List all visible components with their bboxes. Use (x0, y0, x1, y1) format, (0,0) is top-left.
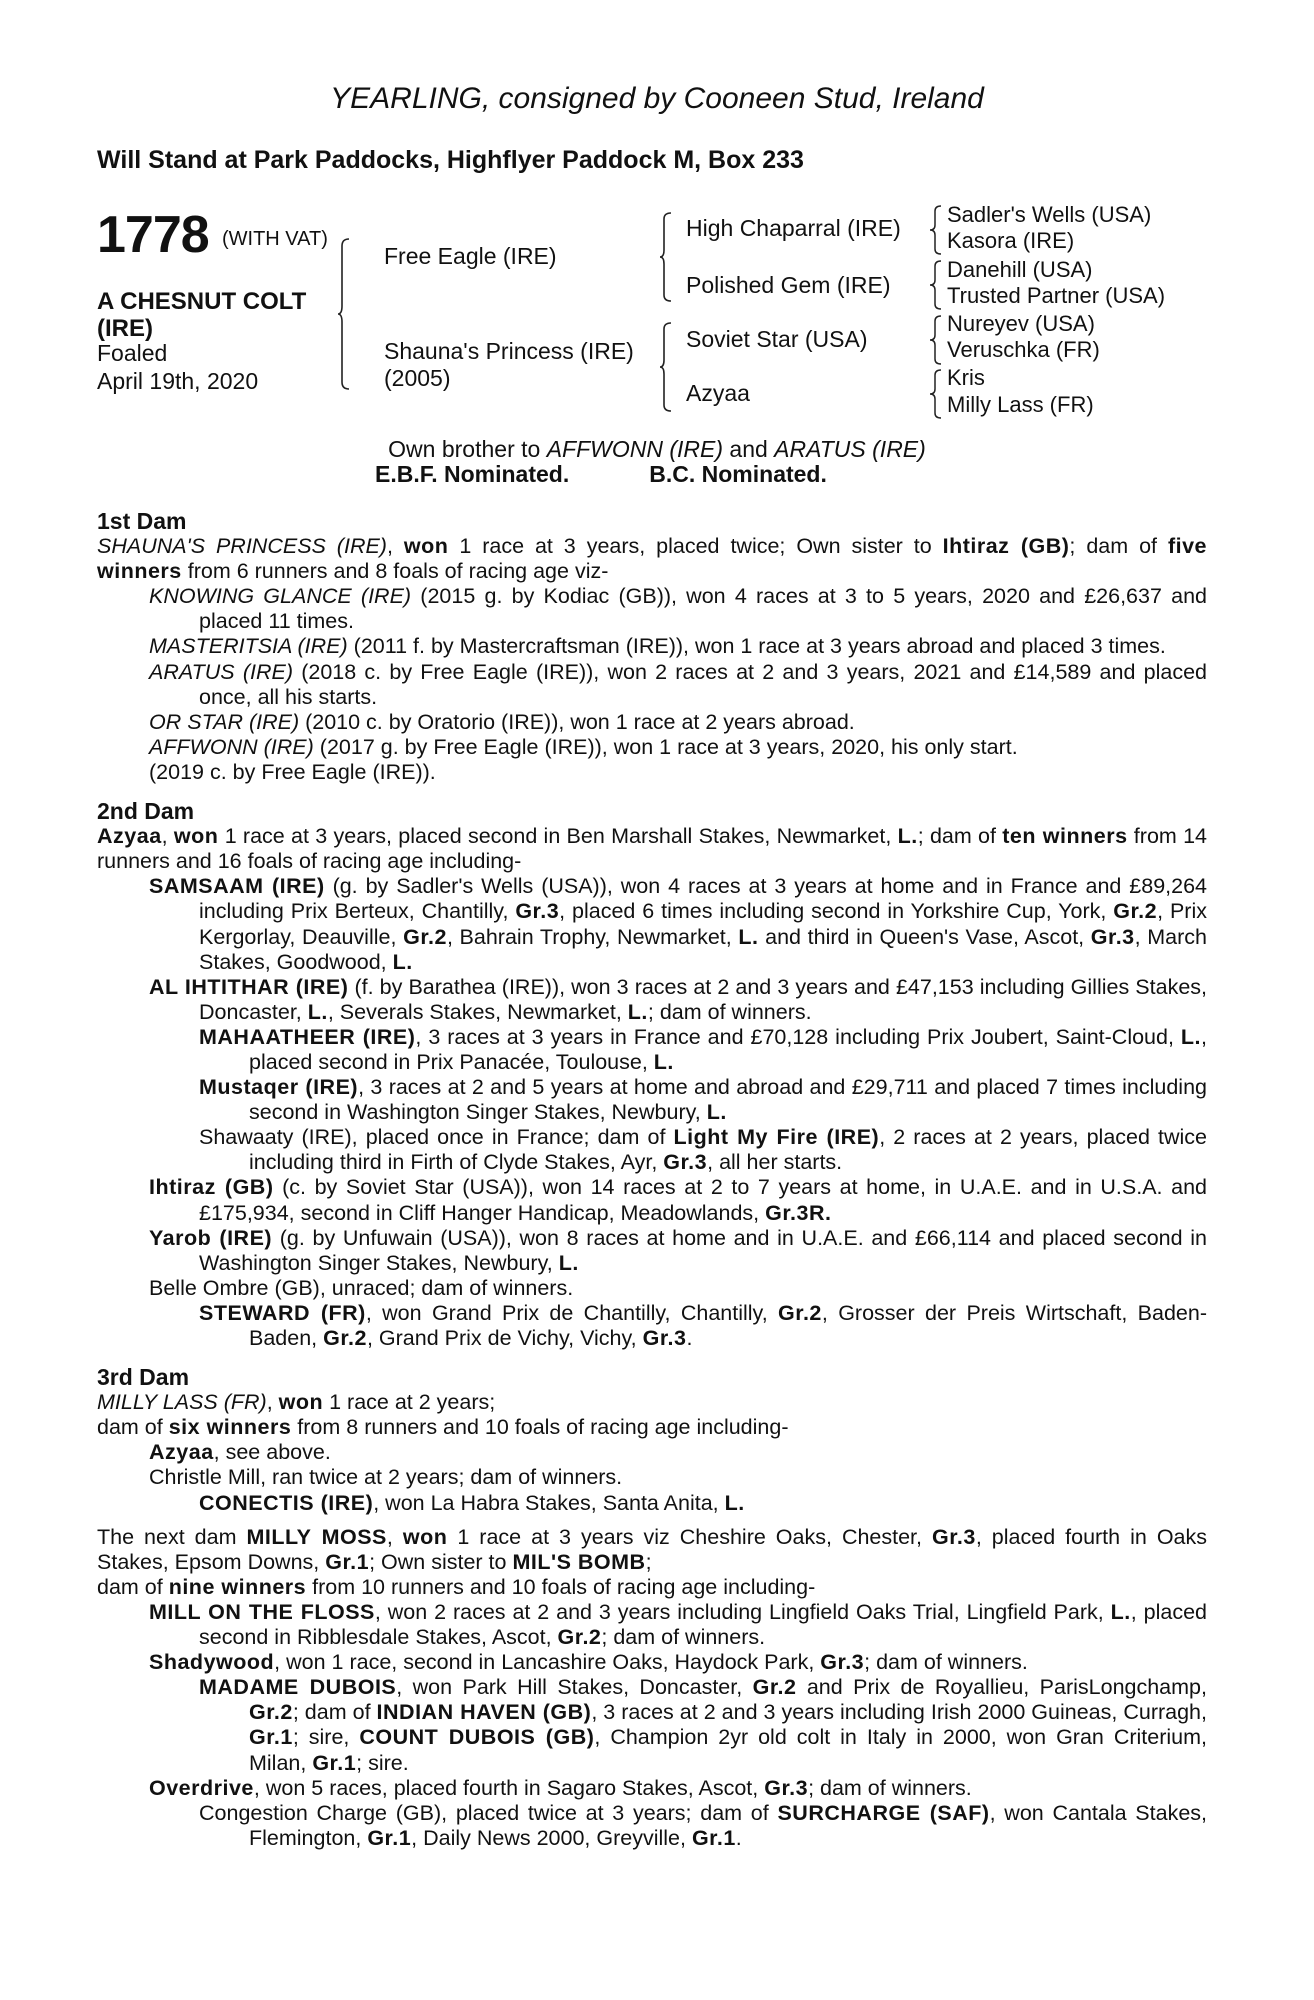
ebf-nomination: E.B.F. Nominated. (375, 461, 570, 487)
produce-entry: MADAME DUBOIS, won Park Hill Stakes, Doncaster, Gr.2 and Prix de Royallieu, ParisLongchamp, Gr.2; dam of INDIAN HAVEN (GB), 3 races at 2 and 3 years including Irish 2000 Guineas, Curragh, Gr.1; sire, COUNT DUBOIS (GB), Champion 2yr old colt in Italy in 2000, won Gran Criterium, Milan, Gr.1; sire. (199, 1675, 1207, 1775)
pedigree-ggp: Sadler's Wells (USA) (947, 202, 1152, 227)
foaled-date: April 19th, 2020 (97, 368, 259, 394)
produce-entry: MAHAATHEER (IRE), 3 races at 3 years in France and £70,128 including Prix Joubert, Saint-Cloud, L., placed second in Prix Panacée, Toulouse, L. (199, 1024, 1207, 1074)
produce-entry: Shadywood, won 1 race, second in Lancashire Oaks, Haydock Park, Gr.3; dam of winners. (149, 1650, 1028, 1675)
foaled-label: Foaled (97, 340, 168, 366)
pedigree-brace (660, 322, 672, 412)
produce-entry: AL IHTITHAR (IRE) (f. by Barathea (IRE)), won 3 races at 2 and 3 years and £47,153 including Gillies Stakes, Doncaster, L., Severals Stakes, Newmarket, L.; dam of winners. (149, 974, 1207, 1024)
produce-entry: ARATUS (IRE) (2018 c. by Free Eagle (IRE)), won 2 races at 2 and 3 years, 2021 and £14,589 and placed once, all his starts. (149, 659, 1207, 709)
pedigree-dam-sire: Soviet Star (USA) (686, 326, 868, 352)
pedigree-ggp: Trusted Partner (USA) (947, 283, 1166, 308)
pedigree-sire-sire: High Chaparral (IRE) (686, 215, 901, 241)
lot-description: A CHESNUT COLT (IRE) (97, 288, 307, 342)
nominations (375, 461, 827, 488)
pedigree-dam-dam: Azyaa (686, 380, 750, 406)
produce-entry: Christle Mill, ran twice at 2 years; dam of winners. (149, 1465, 623, 1490)
pedigree-brace (930, 315, 942, 365)
lot-number: 1778 (97, 206, 209, 264)
pedigree-dam-year: (2005) (384, 365, 451, 391)
page-title: YEARLING, consigned by Cooneen Stud, Ireland (330, 82, 984, 115)
pedigree-sire-dam: Polished Gem (IRE) (686, 272, 891, 298)
pedigree-brace (930, 205, 942, 255)
bc-nomination: B.C. Nominated. (649, 461, 827, 487)
pedigree-brace (930, 369, 942, 419)
own-brother-note: Own brother to AFFWONN (IRE) and ARATUS (IRE) (388, 436, 926, 462)
produce-entry: Overdrive, won 5 races, placed fourth in Sagaro Stakes, Ascot, Gr.3; dam of winners. (149, 1775, 972, 1800)
first-dam-heading: 1st Dam (97, 508, 187, 534)
produce-entry: Ihtiraz (GB) (c. by Soviet Star (USA)), won 14 races at 2 to 7 years at home, in U.A.E. and in U.S.A. and £175,934, second in Cliff Hanger Handicap, Meadowlands, Gr.3R. (149, 1175, 1208, 1225)
produce-entry: MASTERITSIA (IRE) (2011 f. by Mastercraftsman (IRE)), won 1 race at 3 years abroad and placed 3 times. (149, 634, 1166, 659)
sale-location: Will Stand at Park Paddocks, Highflyer Paddock M, Box 233 (97, 146, 804, 174)
third-dam-heading: 3rd Dam (97, 1364, 190, 1391)
produce-entry: Congestion Charge (GB), placed twice at 3 years; dam of SURCHARGE (SAF), won Cantala Stakes, Flemington, Gr.1, Daily News 2000, Greyville, Gr.1. (199, 1800, 1208, 1850)
second-dam-heading: 2nd Dam (97, 798, 195, 825)
next-dam-intro: The next dam MILLY MOSS, won 1 race at 3 years viz Cheshire Oaks, Chester, Gr.3, placed fourth in Oaks Stakes, Epsom Downs, Gr.1; Own sister to MIL'S BOMB; (97, 1524, 1207, 1574)
produce-entry: Azyaa, see above. (149, 1440, 331, 1465)
produce-entry: STEWARD (FR), won Grand Prix de Chantilly, Chantilly, Gr.2, Grosser der Preis Wirtschaft, Baden-Baden, Gr.2, Grand Prix de Vichy, Vichy, Gr.3. (199, 1300, 1207, 1350)
pedigree-dam: Shauna's Princess (IRE) (384, 338, 634, 364)
pedigree-ggp: Danehill (USA) (947, 257, 1093, 282)
third-dam-intro: dam of six winners from 8 runners and 10 foals of racing age including- (97, 1415, 789, 1440)
pedigree-ggp: Milly Lass (FR) (947, 392, 1094, 417)
first-dam-produce (97, 584, 1207, 785)
lot-vat: (WITH VAT) (222, 228, 328, 250)
produce-entry: (2019 c. by Free Eagle (IRE)). (149, 759, 436, 784)
produce-entry: Yarob (IRE) (g. by Unfuwain (USA)), won 8 races at home and in U.A.E. and £66,114 and placed second in Washington Singer Stakes, Newbury, L. (149, 1225, 1207, 1275)
catalogue-body (97, 509, 1207, 1851)
second-dam-intro: Azyaa, won 1 race at 3 years, placed second in Ben Marshall Stakes, Newmarket, L.; dam of ten winners from 14 runners and 16 foals of racing age including- (97, 824, 1208, 874)
pedigree-brace (660, 212, 672, 302)
produce-entry: OR STAR (IRE) (2010 c. by Oratorio (IRE)), won 1 race at 2 years abroad. (149, 709, 855, 734)
produce-entry: KNOWING GLANCE (IRE) (2015 g. by Kodiac (GB)), won 4 races at 3 to 5 years, 2020 and £26,637 and placed 11 times. (149, 584, 1207, 634)
produce-entry: MILL ON THE FLOSS, won 2 races at 2 and 3 years including Lingfield Oaks Trial, Lingfield Park, L., placed second in Ribblesdale Stakes, Ascot, Gr.2; dam of winners. (149, 1599, 1207, 1650)
produce-entry: Mustaqer (IRE), 3 races at 2 and 5 years at home and abroad and £29,711 and placed 7 times including second in Washington Singer Stakes, Newbury, L. (199, 1075, 1207, 1125)
pedigree-ggp: Kris (947, 365, 985, 390)
produce-entry: Shawaaty (IRE), placed once in France; dam of Light My Fire (IRE), 2 races at 2 years, placed twice including third in Firth of Clyde Stakes, Ayr, Gr.3, all her starts. (199, 1125, 1208, 1175)
pedigree-brace (930, 260, 942, 310)
pedigree-ggp: Nureyev (USA) (947, 311, 1095, 336)
third-dam-intro: MILLY LASS (FR), won 1 race at 2 years; (97, 1390, 496, 1415)
pedigree-ggp: Kasora (IRE) (947, 228, 1075, 253)
next-dam-intro: dam of nine winners from 10 runners and 10 foals of racing age including- (97, 1574, 816, 1599)
produce-entry: CONECTIS (IRE), won La Habra Stakes, Santa Anita, L. (199, 1490, 745, 1515)
pedigree-ggp: Veruschka (FR) (947, 337, 1100, 362)
first-dam-intro: SHAUNA'S PRINCESS (IRE), won 1 race at 3 years, placed twice; Own sister to Ihtiraz (GB); dam of five winners from 6 runners and 8 foals of racing age viz- (97, 534, 1207, 584)
pedigree-sire: Free Eagle (IRE) (384, 243, 557, 269)
pedigree-brace (338, 238, 350, 390)
produce-entry: Belle Ombre (GB), unraced; dam of winners. (149, 1275, 574, 1300)
produce-entry: SAMSAAM (IRE) (g. by Sadler's Wells (USA)), won 4 races at 3 years at home and in France and £89,264 including Prix Berteux, Chantilly, Gr.3, placed 6 times including second in Yorkshire Cup, York, Gr.2, Prix Kergorlay, Deauville, Gr.2, Bahrain Trophy, Newmarket, L. and third in Queen's Vase, Ascot, Gr.3, March Stakes, Goodwood, L. (149, 874, 1207, 974)
produce-entry: AFFWONN (IRE) (2017 g. by Free Eagle (IRE)), won 1 race at 3 years, 2020, his only start. (149, 734, 1018, 759)
